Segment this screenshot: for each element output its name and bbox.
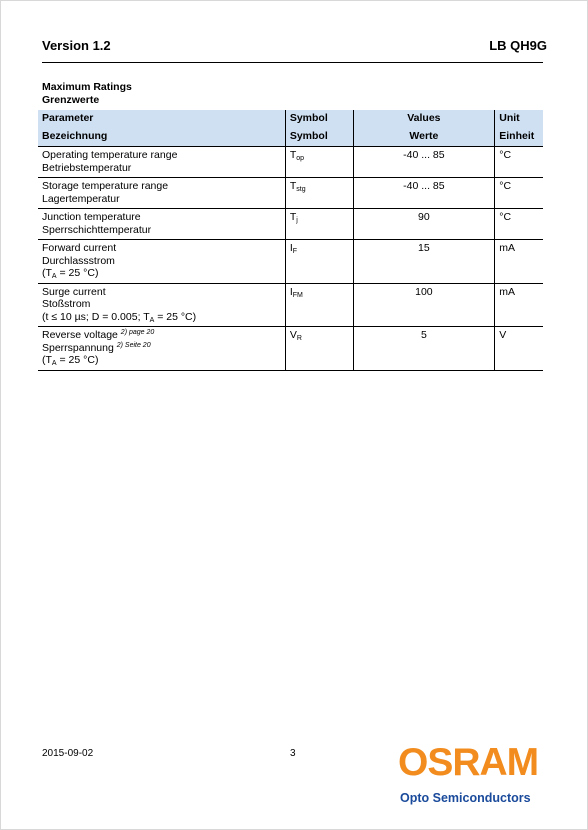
symbol: V bbox=[289, 329, 297, 341]
param-en-text: Reverse voltage bbox=[42, 329, 121, 341]
table-header-row-en bbox=[38, 110, 543, 126]
header-einheit: Einheit bbox=[495, 126, 543, 147]
param-condition bbox=[42, 354, 281, 367]
unit-cell: mA bbox=[495, 283, 543, 327]
param-en: Surge current bbox=[42, 285, 106, 298]
param-condition bbox=[42, 267, 281, 280]
param-en: Junction temperature bbox=[42, 211, 141, 223]
symbol: T bbox=[289, 149, 297, 161]
param-cell bbox=[38, 147, 285, 178]
param-cell bbox=[38, 209, 285, 240]
symbol-cell bbox=[285, 147, 353, 178]
unit-cell: °C bbox=[495, 209, 543, 240]
header-parameter: Parameter bbox=[38, 110, 285, 126]
cond-sub: A bbox=[149, 316, 155, 324]
cond-post: = 25 °C) bbox=[56, 267, 99, 279]
symbol-cell bbox=[285, 327, 353, 371]
symbol-subscript: stg bbox=[296, 186, 306, 193]
value-cell: 100 bbox=[353, 283, 495, 327]
unit-cell: °C bbox=[495, 178, 543, 209]
param-de: Sperrschichttemperatur bbox=[42, 223, 152, 236]
table-header-row-de bbox=[38, 126, 543, 147]
table-row bbox=[38, 178, 543, 209]
value-cell: -40 ... 85 bbox=[353, 178, 495, 209]
value-cell: 15 bbox=[353, 240, 495, 284]
document-version: Version 1.2 bbox=[42, 38, 111, 53]
symbol-subscript: j bbox=[296, 217, 298, 224]
param-de: Stoßstrom bbox=[42, 298, 91, 310]
symbol: T bbox=[289, 180, 297, 192]
unit-cell: V bbox=[495, 327, 543, 371]
symbol-subscript: R bbox=[296, 335, 302, 342]
param-en bbox=[42, 329, 281, 342]
footer-date: 2015-09-02 bbox=[42, 748, 94, 759]
symbol-subscript: FM bbox=[292, 291, 303, 299]
param-de: Lagertemperatur bbox=[42, 192, 120, 205]
unit-cell: °C bbox=[495, 147, 543, 178]
param-en: Forward current bbox=[42, 242, 117, 254]
header-values: Values bbox=[353, 110, 495, 126]
param-cell bbox=[38, 283, 285, 327]
header-symbol: Symbol bbox=[285, 110, 353, 126]
param-de: Durchlassstrom bbox=[42, 254, 115, 267]
param-en: Operating temperature range bbox=[42, 149, 178, 161]
symbol: T bbox=[289, 211, 297, 223]
param-en: Storage temperature range bbox=[42, 180, 169, 192]
symbol-cell bbox=[285, 240, 353, 284]
table-row bbox=[38, 209, 543, 240]
cond-pre: (T bbox=[42, 267, 52, 279]
unit-cell: mA bbox=[495, 240, 543, 284]
header-unit: Unit bbox=[495, 110, 543, 126]
header-bezeichnung: Bezeichnung bbox=[38, 126, 285, 147]
param-cell bbox=[38, 178, 285, 209]
symbol-cell bbox=[285, 178, 353, 209]
symbol-cell bbox=[285, 283, 353, 327]
table-row bbox=[38, 327, 543, 371]
symbol-subscript: F bbox=[292, 248, 298, 255]
value-cell: 5 bbox=[353, 327, 495, 371]
osram-logo: OSRAM bbox=[398, 741, 539, 784]
section-title-en: Maximum Ratings bbox=[42, 81, 132, 93]
section-title bbox=[42, 81, 132, 107]
param-cell bbox=[38, 327, 285, 371]
section-title-de: Grenzwerte bbox=[42, 94, 100, 106]
logo-tagline: Opto Semiconductors bbox=[400, 791, 531, 805]
cond-sub: A bbox=[51, 273, 57, 280]
param-cell bbox=[38, 240, 285, 284]
cond-sub: A bbox=[51, 360, 57, 367]
value-cell: 90 bbox=[353, 209, 495, 240]
symbol-cell bbox=[285, 209, 353, 240]
table-row bbox=[38, 283, 543, 327]
param-condition bbox=[42, 311, 281, 324]
cond-post: = 25 °C) bbox=[56, 354, 99, 366]
header-werte: Werte bbox=[353, 126, 495, 147]
param-de-text: Sperrspannung bbox=[42, 341, 117, 354]
footnote-ref[interactable]: 2) Seite 20 bbox=[116, 341, 151, 349]
cond-pre: (t ≤ 10 µs; D = 0.005; T bbox=[42, 310, 150, 323]
cond-post: = 25 °C) bbox=[154, 310, 197, 323]
symbol-subscript: op bbox=[296, 155, 305, 162]
header-symbol-de: Symbol bbox=[285, 126, 353, 147]
symbol: I bbox=[289, 285, 293, 298]
maximum-ratings-table bbox=[38, 110, 543, 371]
part-number: LB QH9G bbox=[489, 38, 547, 53]
symbol: I bbox=[289, 242, 293, 254]
page-number: 3 bbox=[290, 748, 296, 759]
param-de bbox=[42, 342, 281, 355]
table-row bbox=[38, 240, 543, 284]
footnote-ref[interactable]: 2) page 20 bbox=[120, 329, 155, 336]
cond-pre: (T bbox=[42, 354, 52, 366]
value-cell: -40 ... 85 bbox=[353, 147, 495, 178]
header-rule bbox=[42, 62, 543, 63]
table-row bbox=[38, 147, 543, 178]
param-de: Betriebstemperatur bbox=[42, 161, 132, 174]
